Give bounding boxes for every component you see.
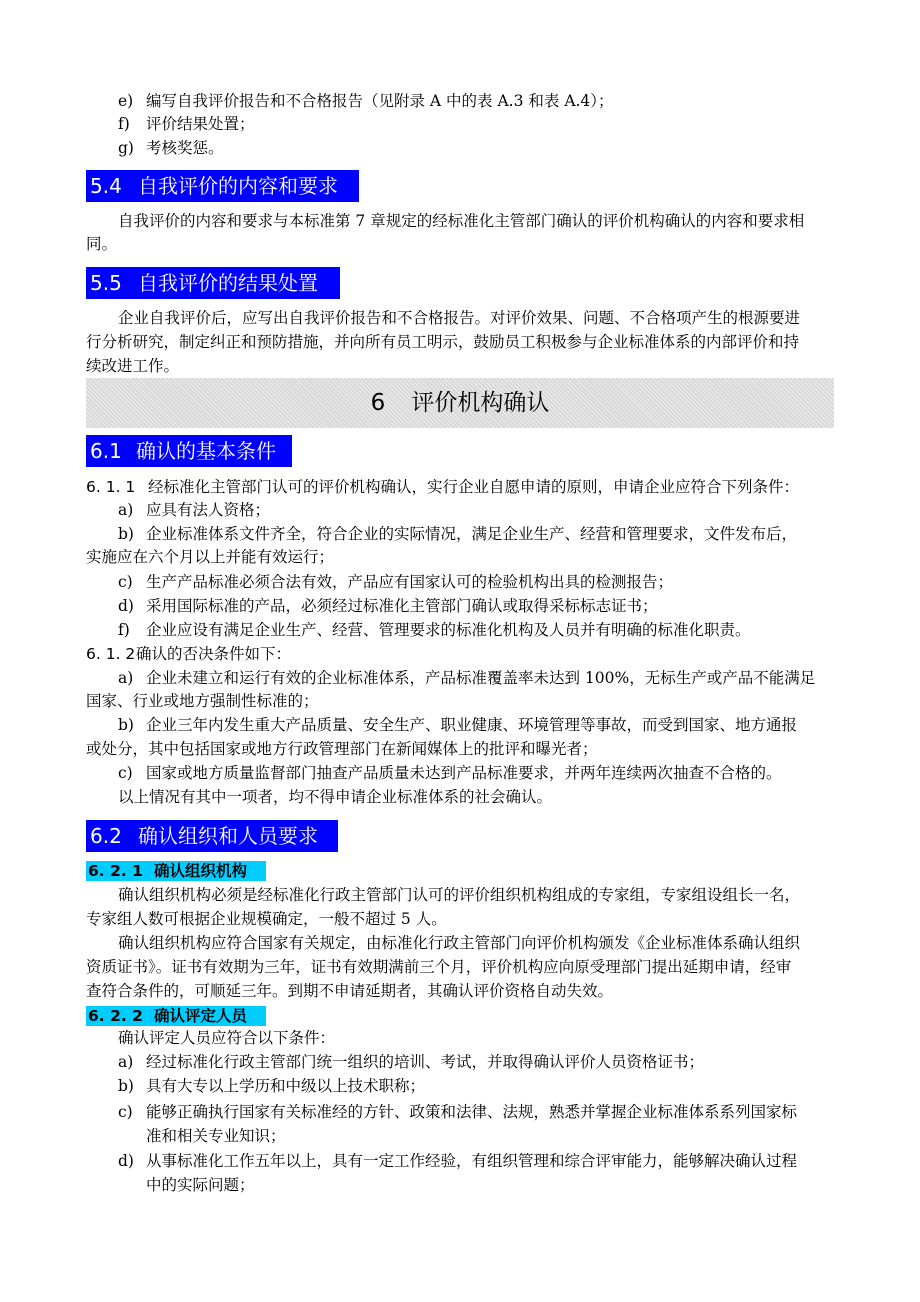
section-title: 确认的基本条件 [136, 439, 276, 463]
list-item-continuation: 国家、行业或地方强制性标准的； [86, 692, 319, 710]
list-item [118, 762, 782, 784]
list-label: e) [118, 92, 134, 110]
section-number: 6.1 [90, 439, 122, 463]
list-item-continuation: 准和相关专业知识； [146, 1127, 286, 1145]
list-text: 考核奖惩。 [146, 139, 224, 157]
list-label: d) [118, 597, 134, 615]
list-item-continuation: 或处分，其中包括国家或地方行政管理部门在新闻媒体上的批评和曝光者； [86, 740, 598, 758]
list-text: 应具有法人资格； [146, 501, 271, 519]
subsection-title: 确认组织机构 [154, 861, 248, 880]
clause-number: 6. 1. 1 [86, 478, 136, 496]
list-label: d) [118, 1152, 134, 1170]
list-item [118, 1075, 425, 1097]
list-item-continuation: 实施应在六个月以上并能有效运行； [86, 548, 335, 566]
list-text: 从事标准化工作五年以上，具有一定工作经验，有组织管理和综合评审能力，能够解决确认过程 [146, 1152, 798, 1170]
list-label: a) [118, 501, 134, 519]
paragraph-line: 续改进工作。 [86, 357, 180, 375]
paragraph-line: 以上情况有其中一项者，均不得申请企业标准体系的社会确认。 [118, 788, 553, 806]
paragraph-line: 确认组织机构应符合国家有关规定，由标准化行政主管部门向评价机构颁发《企业标准体系确认组织 [118, 934, 801, 952]
list-text: 具有大专以上学历和中级以上技术职称； [146, 1077, 426, 1095]
chapter-heading-6 [86, 378, 834, 428]
list-item [118, 1051, 704, 1073]
list-item [118, 1150, 797, 1172]
list-text: 编写自我评价报告和不合格报告（见附录 A 中的表 A.3 和表 A.4）； [146, 92, 614, 110]
chapter-title: 评价机构确认 [411, 390, 550, 416]
list-label: f) [118, 115, 130, 133]
list-text: 企业未建立和运行有效的企业标准体系，产品标准覆盖率未达到 100%，无标生产或产品不能满足 [146, 669, 816, 687]
list-label: b) [118, 716, 134, 734]
subsection-title: 确认评定人员 [154, 1006, 248, 1025]
list-label: c) [118, 1103, 133, 1121]
list-text: 企业三年内发生重大产品质量、安全生产、职业健康、环境管理等事故，而受到国家、地方通报 [146, 716, 798, 734]
section-title: 确认组织和人员要求 [138, 824, 318, 848]
list-item [118, 714, 797, 736]
list-item-continuation: 中的实际问题； [146, 1176, 255, 1194]
subsection-number: 6. 2. 1 [88, 862, 143, 880]
list-item [118, 619, 751, 641]
section-title: 自我评价的结果处置 [138, 271, 318, 295]
paragraph-line: 确认评定人员应符合以下条件： [118, 1029, 336, 1047]
list-label: c) [118, 764, 133, 782]
paragraph-line: 资质证书》。证书有效期为三年，证书有效期满前三个月，评价机构应向原受理部门提出延期申请，经审 [86, 958, 792, 976]
paragraph-line: 确认组织机构必须是经标准化行政主管部门认可的评价组织机构组成的专家组，专家组设组长一名， [118, 886, 801, 904]
list-item-f [118, 113, 255, 135]
section-heading-6-2 [86, 820, 338, 852]
chapter-number: 6 [370, 390, 386, 416]
section-number: 5.4 [90, 174, 122, 198]
list-item [118, 571, 673, 593]
list-item-g [118, 137, 224, 159]
paragraph-line: 行分析研究，制定纠正和预防措施，并向所有员工明示，鼓励员工积极参与企业标准体系的内部评价和持 [86, 333, 800, 351]
section-number: 5.5 [90, 271, 122, 295]
list-label: b) [118, 1077, 134, 1095]
section-heading-6-1 [86, 435, 292, 467]
clause-number: 6. 1. 2 [86, 645, 136, 663]
list-item [118, 1101, 797, 1123]
list-item [118, 499, 270, 521]
list-label: a) [118, 1053, 134, 1071]
list-text: 经过标准化行政主管部门统一组织的培训、考试，并取得确认评价人员资格证书； [146, 1053, 705, 1071]
clause-6-1-2 [86, 643, 291, 665]
list-item [118, 595, 658, 617]
clause-6-1-1 [86, 476, 799, 498]
list-text: 能够正确执行国家有关标准经的方针、政策和法律、法规，熟悉并掌握企业标准体系系列国家标 [146, 1103, 798, 1121]
list-label: f) [118, 621, 130, 639]
list-label: a) [118, 669, 134, 687]
section-title: 自我评价的内容和要求 [138, 174, 338, 198]
list-text: 企业标准体系文件齐全，符合企业的实际情况，满足企业生产、经营和管理要求，文件发布后， [146, 525, 798, 543]
paragraph-line: 同。 [86, 235, 118, 253]
list-text: 采用国际标准的产品，必须经过标准化主管部门确认或取得采标标志证书； [146, 597, 658, 615]
subsection-number: 6. 2. 2 [88, 1007, 143, 1025]
section-heading-5-5 [86, 267, 340, 299]
clause-text: 经标准化主管部门认可的评价机构确认，实行企业自愿申请的原则，申请企业应符合下列条件： [148, 478, 800, 496]
section-heading-5-4 [86, 170, 359, 202]
list-item [118, 523, 797, 545]
clause-text: 确认的否决条件如下： [136, 645, 292, 663]
subsection-heading-6-2-1 [86, 861, 266, 881]
paragraph-line: 查符合条件的，可顺延三年。到期不申请延期者，其确认评价资格自动失效。 [86, 982, 614, 1000]
section-number: 6.2 [90, 824, 122, 848]
list-item [118, 667, 815, 689]
paragraph-line: 专家组人数可根据企业规模确定，一般不超过 5 人。 [86, 910, 447, 928]
list-label: c) [118, 573, 133, 591]
list-text: 生产产品标准必须合法有效，产品应有国家认可的检验机构出具的检测报告； [146, 573, 674, 591]
list-text: 评价结果处置； [146, 115, 255, 133]
list-text: 企业应设有满足企业生产、经营、管理要求的标准化机构及人员并有明确的标准化职责。 [146, 621, 751, 639]
paragraph-line: 企业自我评价后，应写出自我评价报告和不合格报告。对评价效果、问题、不合格项产生的根源要进 [118, 309, 801, 327]
paragraph-line: 自我评价的内容和要求与本标准第 7 章规定的经标准化主管部门确认的评价机构确认的内容和要求相 [118, 212, 805, 230]
list-label: b) [118, 525, 134, 543]
list-text: 国家或地方质量监督部门抽查产品质量未达到产品标准要求，并两年连续两次抽查不合格的。 [146, 764, 782, 782]
subsection-heading-6-2-2 [86, 1006, 266, 1026]
list-label: g) [118, 139, 134, 157]
list-item-e [118, 90, 614, 112]
